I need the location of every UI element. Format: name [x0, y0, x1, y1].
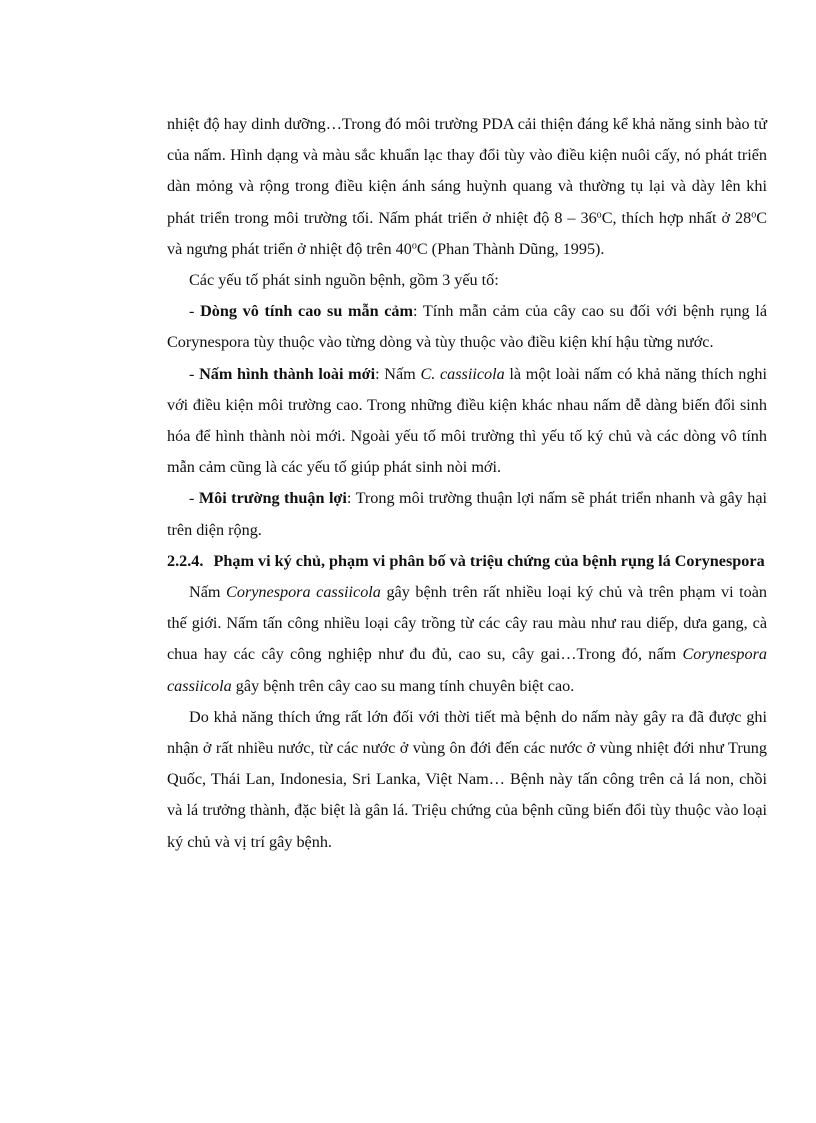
species-name: C. cassiicola [420, 364, 505, 383]
paragraph-factors-intro: Các yếu tố phát sinh nguồn bệnh, gồm 3 yếu tố: [189, 271, 499, 290]
section-number: 2.2.4. [167, 551, 204, 570]
paragraph-culture-conditions: nhiệt độ hay dinh dưỡng…Trong đó môi trường PDA cải thiện đáng kể khả năng sinh bào tử của nấm. Hình dạng và màu sắc khuẩn lạc thay đổi tùy vào điều kiện nuôi cấy, nó phát triển dàn mỏng và rộng trong điều kiện ánh sáng huỳnh quang và thường tụ lại và dày lên khi phát triển trong môi trường tối. Nấm phát triển ở nhiệt độ 8 – 36$^o$C, thích hợp nhất ở 28$^o$C và ngưng phát triển ở nhiệt độ trên 40$^o$C (Phan Thành Dũng, 1995). [167, 115, 768, 258]
species-name: Corynespora cassiicola [167, 645, 767, 695]
factor-term: Môi trường thuận lợi [198, 489, 347, 508]
list-item-factor-environment: - Môi trường thuận lợi: Trong môi trường thuận lợi nấm sẽ phát triển nhanh và gây hại trên diện rộng. [167, 489, 768, 539]
paragraph-distribution: Do khả năng thích ứng rất lớn đối với thời tiết mà bệnh do nấm này gây ra đã được ghi nhận ở rất nhiều nước, từ các nước ở vùng ôn đới đến các nước ở vùng nhiệt đới như Trung Quốc, Thái Lan, Indonesia, Sri Lanka, Việt Nam… Bệnh này tấn công trên cả lá non, chồi và lá trưởng thành, đặc biệt là gân lá. Triệu chứng của bệnh cũng biến đổi tùy thuộc vào loại ký chủ và vị trí gây bệnh. [167, 707, 767, 851]
section-heading [167, 546, 767, 577]
page-body [167, 109, 767, 858]
paragraph-host-range: Nấm Corynespora cassiicola gây bệnh trên rất nhiều loại ký chủ và trên phạm vi toàn thế giới. Nấm tấn công nhiều loại cây trồng từ các cây rau màu như rau diếp, dưa gang, cà chua hay các cây công nghiệp như đu đủ, cao su, cây gai…Trong đó, nấm Corynespora cassiicola gây bệnh trên cây cao su mang tính chuyên biệt cao. [167, 583, 768, 695]
factor-term: Nấm hình thành loài mới [199, 364, 376, 383]
list-item-factor-new-species: - Nấm hình thành loài mới: Nấm C. cassiicola là một loài nấm có khả năng thích nghi với điều kiện môi trường cao. Trong những điều kiện khác nhau nấm dễ dàng biến đổi sinh hóa để hình thành nòi mới. Ngoài yếu tố môi trường thì yếu tố ký chủ và các dòng vô tính mẫn cảm cũng là các yếu tố giúp phát sinh nòi mới. [167, 364, 768, 477]
species-name: Corynespora cassiicola [226, 583, 381, 602]
factor-term: Dòng vô tính cao su mẫn cảm [200, 302, 414, 321]
section-title: Phạm vi ký chủ, phạm vi phân bố và triệu chứng của bệnh rụng lá Corynespora [213, 551, 765, 570]
list-item-factor-clone: - Dòng vô tính cao su mẫn cảm: Tính mẫn cảm của cây cao su đối với bệnh rụng lá Corynespora tùy thuộc vào từng dòng và tùy thuộc vào điều kiện khí hậu từng nước. [167, 302, 767, 352]
